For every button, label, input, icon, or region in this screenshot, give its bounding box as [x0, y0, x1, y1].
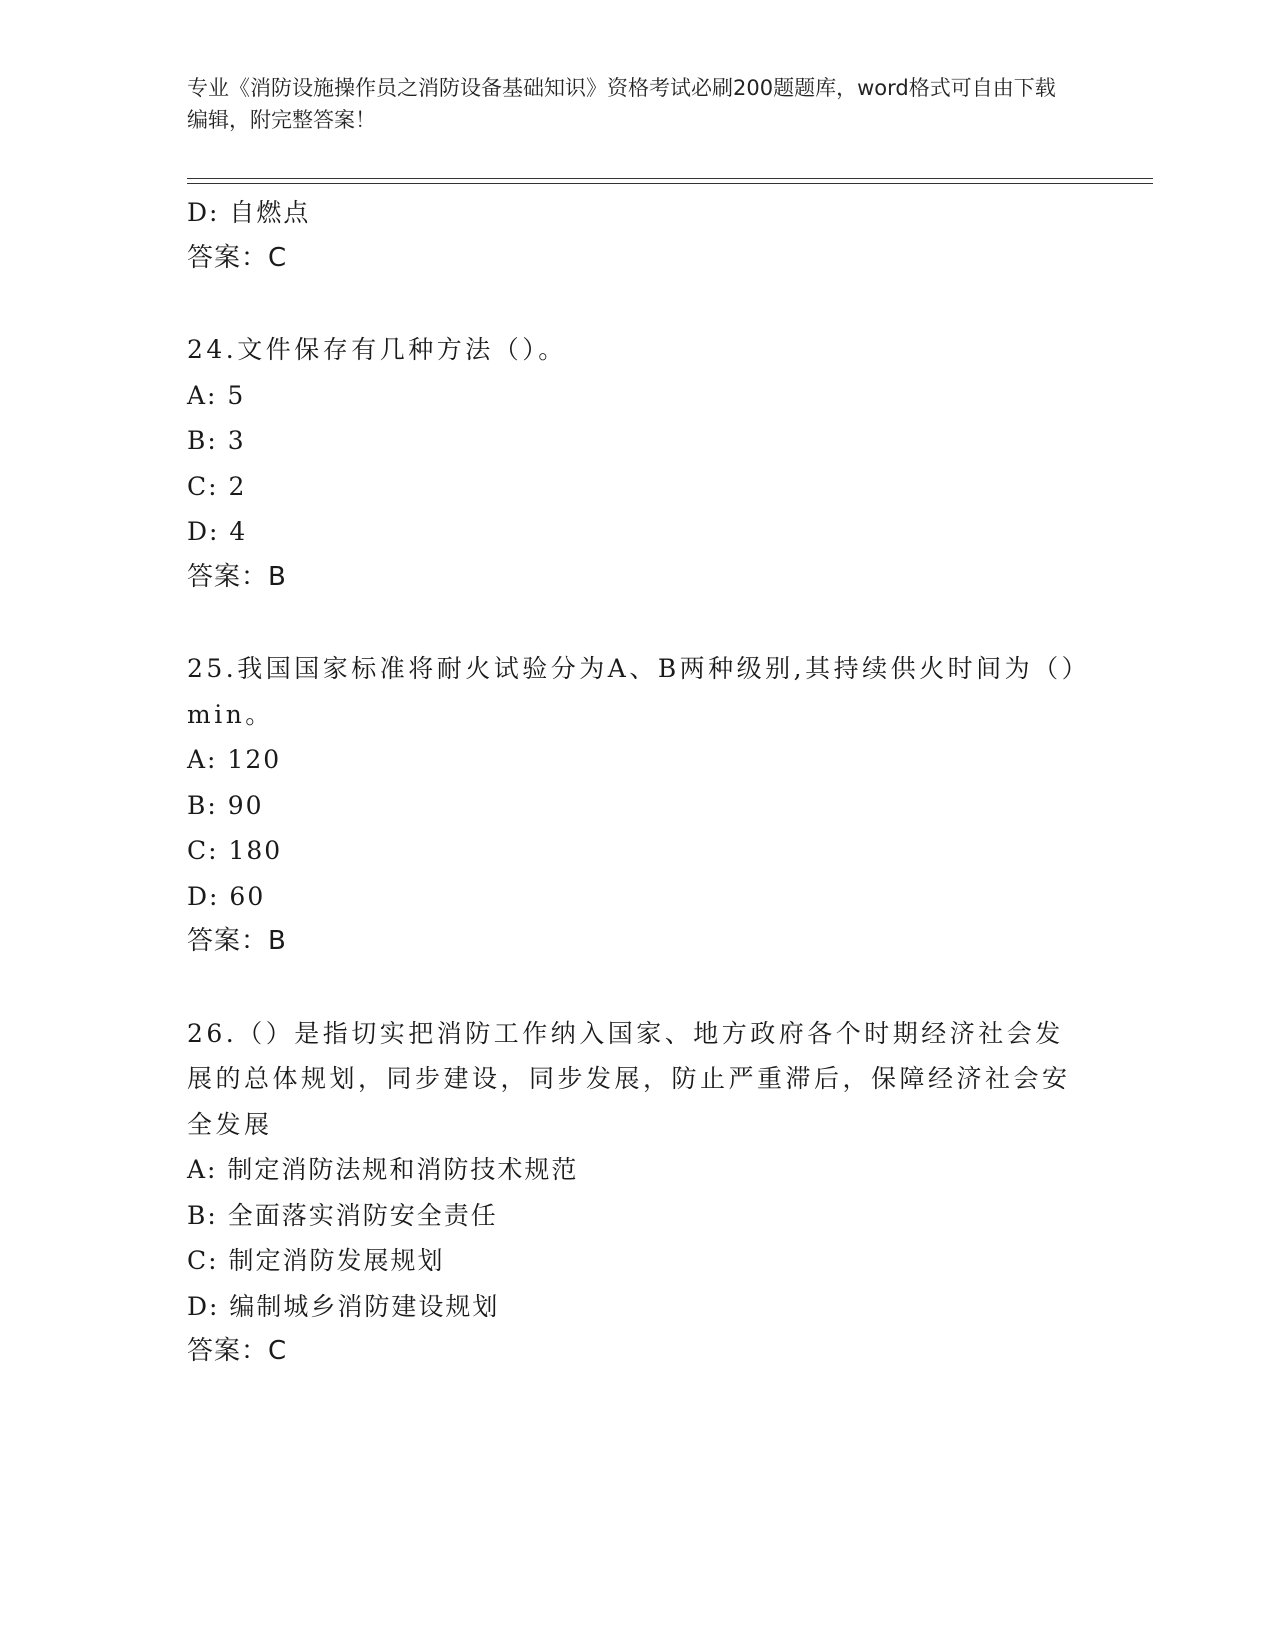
option-d: D: 编制城乡消防建设规划: [187, 1291, 500, 1321]
option-a: A: 120: [187, 745, 282, 774]
question-stem: 26.（）是指切实把消防工作纳入国家、地方政府各个时期经济社会发展的总体规划，同步建设，同步发展，防止严重滞后，保障经济社会安全发展: [187, 1018, 1071, 1139]
answer-line: 答案：C: [187, 242, 288, 273]
option-b: B: 全面落实消防安全责任: [187, 1200, 498, 1230]
question-stem: 25.我国国家标准将耐火试验分为A、B两种级别,其持续供火时间为（）min。: [187, 654, 1078, 729]
answer-line: 答案：B: [187, 926, 287, 956]
question-content: [187, 190, 1087, 1375]
option-a: A: 制定消防法规和消防技术规范: [187, 1155, 579, 1184]
option-c: C: 制定消防发展规划: [187, 1246, 445, 1275]
option-c: C: 180: [187, 836, 283, 865]
option-c: C: 2: [187, 471, 247, 501]
document-header: 专业《消防设施操作员之消防设备基础知识》资格考试必刷200题题库，word格式可自由下载编辑，附完整答案！: [187, 76, 1056, 132]
question-stem: 24.文件保存有几种方法（）。: [187, 335, 567, 364]
answer-line: 答案：B: [187, 561, 287, 592]
header-rule-bottom: [187, 183, 1153, 184]
option-a: A: 5: [187, 380, 246, 410]
option-d: D: 4: [187, 517, 248, 546]
option-b: B: 90: [187, 790, 264, 820]
header-rule-top: [187, 178, 1153, 179]
option-b: B: 3: [187, 426, 246, 455]
option-d: D: 60: [187, 881, 266, 911]
option-d: D: 自燃点: [187, 198, 311, 227]
answer-line: 答案：C: [187, 1336, 288, 1366]
